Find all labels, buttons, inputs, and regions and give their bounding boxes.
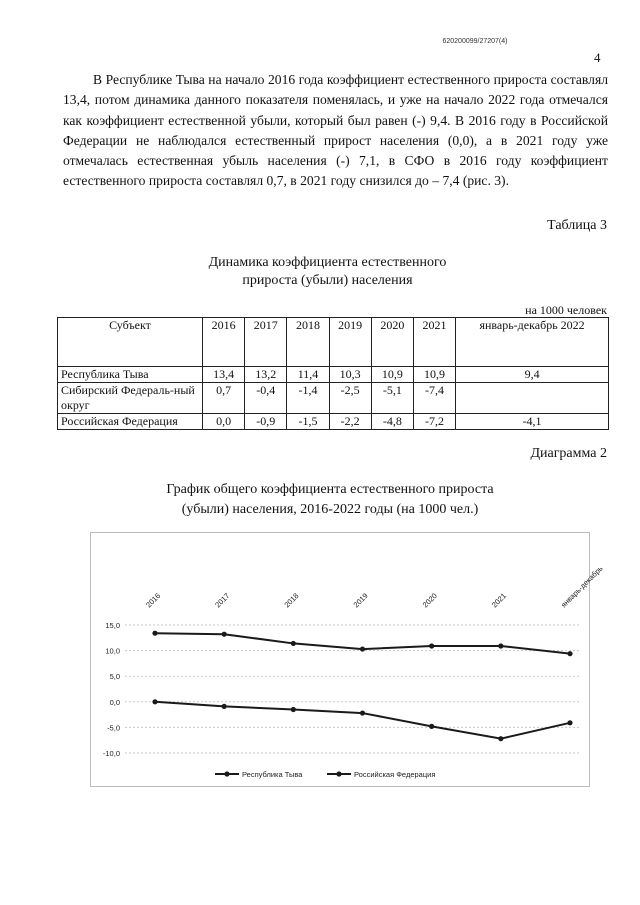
- x-tick-label: январь-декабрь: [559, 563, 605, 610]
- y-tick-label: -5,0: [107, 723, 120, 733]
- table-cell: -2,5: [329, 383, 371, 414]
- header-2018: 2018: [287, 318, 329, 367]
- table-cell: -4,8: [371, 414, 413, 430]
- data-point: [498, 736, 503, 741]
- header-2016: 2016: [203, 318, 245, 367]
- series-line-1: [155, 702, 570, 739]
- data-point: [360, 710, 365, 715]
- table-cell: 0,0: [203, 414, 245, 430]
- table-title-line-1: Динамика коэффициента естественного: [208, 255, 447, 270]
- data-point: [222, 704, 227, 709]
- header-2021: 2021: [413, 318, 455, 367]
- data-point: [291, 707, 296, 712]
- data-point: [567, 651, 572, 656]
- data-point: [291, 641, 296, 646]
- table-cell: [456, 383, 609, 414]
- y-tick-label: 0,0: [109, 697, 120, 707]
- table-title-line-2: прироста (убыли) населения: [242, 273, 413, 288]
- table-cell: 11,4: [287, 367, 329, 383]
- table-cell: 13,4: [203, 367, 245, 383]
- diagram-label: Диаграмма 2: [530, 446, 607, 461]
- table-cell: -7,2: [413, 414, 455, 430]
- table-cell: -1,4: [287, 383, 329, 414]
- table-cell: -1,5: [287, 414, 329, 430]
- legend-marker: [224, 771, 229, 776]
- row-subject: Сибирский Федераль-ный округ: [58, 383, 203, 414]
- diagram-title: [130, 480, 530, 520]
- data-point: [429, 724, 434, 729]
- table-row: [58, 367, 609, 383]
- data-point: [152, 631, 157, 636]
- legend-marker: [336, 771, 341, 776]
- table-cell: -7,4: [413, 383, 455, 414]
- chart-frame: [91, 533, 590, 787]
- table-cell: 9,4: [456, 367, 609, 383]
- table-row: [58, 383, 609, 414]
- table-cell: 0,7: [203, 383, 245, 414]
- table-header-row: [58, 318, 609, 367]
- legend-label: Республика Тыва: [242, 770, 303, 779]
- row-subject: Российская Федерация: [58, 414, 203, 430]
- table-cell: 10,3: [329, 367, 371, 383]
- header-2020: 2020: [371, 318, 413, 367]
- data-table: [57, 317, 609, 430]
- data-point: [498, 643, 503, 648]
- table-cell: 10,9: [413, 367, 455, 383]
- diagram-title-line-2: (убыли) населения, 2016-2022 годы (на 1000 чел.): [181, 502, 479, 517]
- x-tick-label: 2019: [351, 591, 370, 610]
- x-tick-label: 2018: [282, 591, 301, 610]
- legend-label: Российская Федерация: [354, 770, 436, 779]
- table-cell: -4,1: [456, 414, 609, 430]
- x-tick-label: 2017: [213, 591, 232, 610]
- data-point: [152, 699, 157, 704]
- y-tick-label: 15,0: [105, 621, 120, 630]
- y-tick-label: -10,0: [102, 749, 120, 758]
- diagram-title-line-1: График общего коэффициента естественного прироста: [166, 482, 494, 497]
- table-cell: 13,2: [245, 367, 287, 383]
- header-2019: 2019: [329, 318, 371, 367]
- x-tick-label: 2016: [144, 591, 163, 610]
- header-subject: Субъект: [58, 318, 203, 367]
- x-tick-label: 2020: [420, 591, 439, 610]
- header-2017: 2017: [245, 318, 287, 367]
- document-id: 620200099/27207(4): [442, 38, 508, 45]
- data-point: [360, 646, 365, 651]
- table-unit: на 1000 человек: [525, 303, 607, 317]
- header-2022: январь-декабрь 2022: [456, 318, 609, 367]
- table-cell: -5,1: [371, 383, 413, 414]
- table-row: [58, 414, 609, 430]
- data-point: [429, 643, 434, 648]
- line-chart: [90, 532, 605, 787]
- table-cell: 10,9: [371, 367, 413, 383]
- y-tick-label: 5,0: [109, 672, 120, 682]
- table-cell: -0,4: [245, 383, 287, 414]
- row-subject: Республика Тыва: [58, 367, 203, 383]
- body-paragraph: В Республике Тыва на начало 2016 года коэффициент естественного прироста составлял 13,4, потом динамика данного показателя поменялась, и уже на начало 2022 года отмечался как коэффициент естественной убыли, который был равен (-) 9,4. В 2016 году в Российской Федерации не наблюдался естественный прирост населения (0,0), а в 2021 году уже отмечалась естественная убыль населения (-) 7,1, в СФО в 2016 году коэффициент естественного прироста составлял 0,7, в 2021 году снизился до – 7,4 (рис. 3).: [63, 72, 608, 189]
- table-cell: -2,2: [329, 414, 371, 430]
- page-number: 4: [594, 50, 601, 65]
- table-title: [150, 254, 505, 290]
- table-cell: -0,9: [245, 414, 287, 430]
- table-label: Таблица 3: [547, 218, 607, 233]
- data-point: [222, 632, 227, 637]
- x-tick-label: 2021: [489, 591, 509, 610]
- data-point: [567, 720, 572, 725]
- y-tick-label: 10,0: [105, 646, 120, 656]
